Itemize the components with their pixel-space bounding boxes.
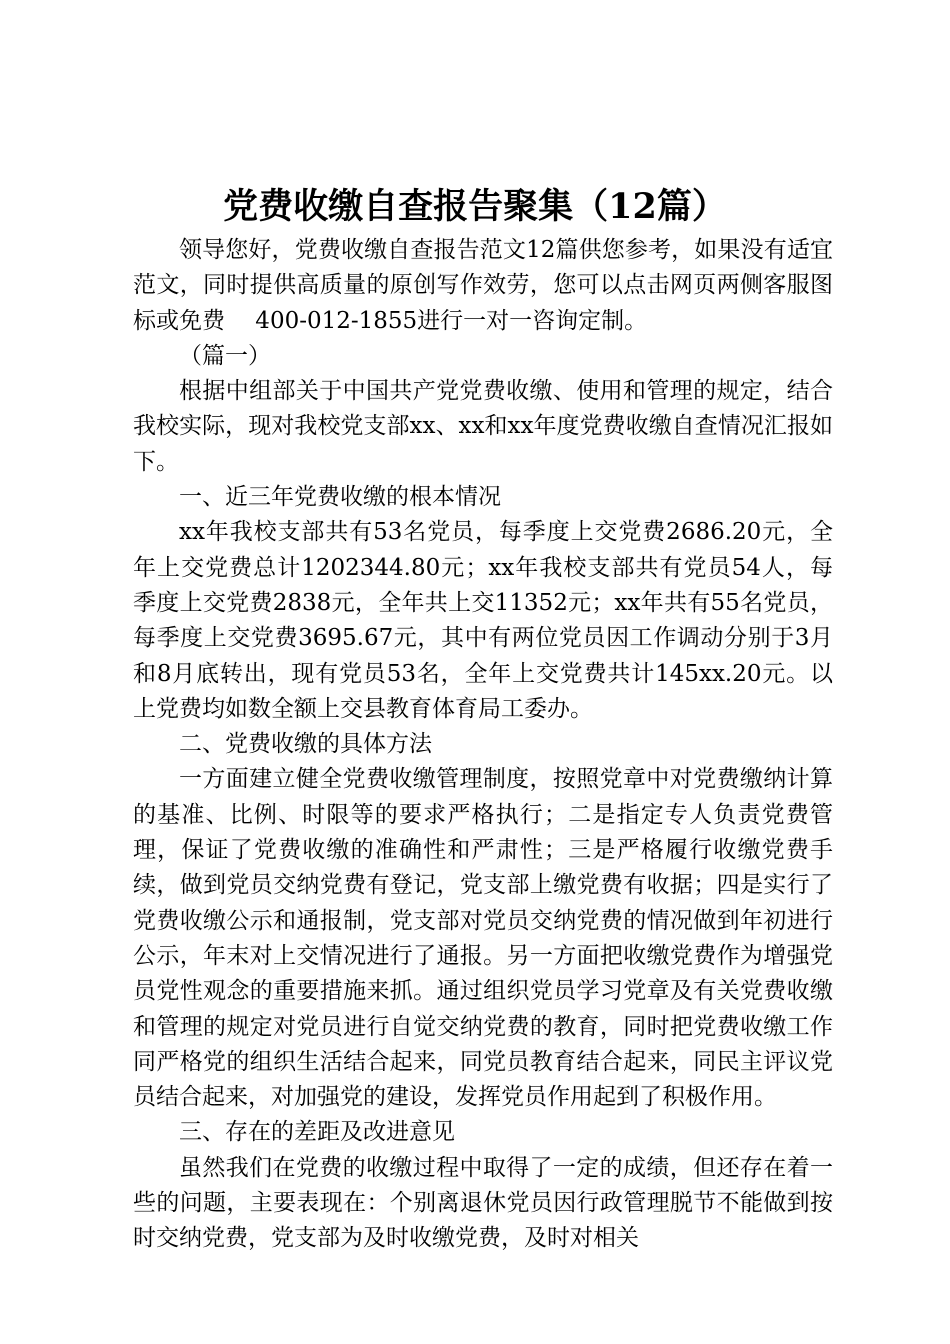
section-heading-3: 三、存在的差距及改进意见: [179, 1119, 455, 1146]
opening-paragraph: 根据中组部关于中国共产党党费收缴、使用和管理的规定，结合我校实际，现对我校党支部xx、xx和xx年度党费收缴自查情况汇报如下。: [133, 378, 833, 475]
document-title: 党费收缴自查报告聚集（12篇）: [223, 186, 727, 227]
section-2-paragraph: 一方面建立健全党费收缴管理制度，按照党章中对党费缴纳计算的基准、比例、时限等的要求严格执行；二是指定专人负责党费管理，保证了党费收缴的准确性和严肃性；三是严格履行收缴党费手续，做到党员交纳党费有登记，党支部上缴党费有收据；四是实行了党费收缴公示和通报制，党支部对党员交纳党费的情况做到年初进行公示，年末对上交情况进行了通报。另一方面把收缴党费作为增强党员党性观念的重要措施来抓。通过组织党员学习党章及有关党费收缴和管理的规定对党员进行自觉交纳党费的教育，同时把党费收缴工作同严格党的组织生活结合起来，同党员教育结合起来，同民主评议党员结合起来，对加强党的建设，发挥党员作用起到了积极作用。: [133, 766, 833, 1111]
section-1-paragraph: xx年我校支部共有53名党员，每季度上交党费2686.20元，全年上交党费总计1202344.80元；xx年我校支部共有党员54人，每季度上交党费2838元，全年共上交11352元；xx年共有55名党员，每季度上交党费3695.67元，其中有两位党员因工作调动分别于3月和8月底转出，现有党员53名，全年上交党费共计145xx.20元。以上党费均如数全额上交县教育体育局工委办。: [133, 519, 833, 722]
section-3-paragraph: 虽然我们在党费的收缴过程中取得了一定的成绩，但还存在着一些的问题，主要表现在：个别离退休党员因行政管理脱节不能做到按时交纳党费，党支部为及时收缴党费，及时对相关: [133, 1154, 833, 1252]
section-label-part-one: （篇一）: [179, 342, 271, 369]
section-heading-1: 一、近三年党费收缴的根本情况: [179, 484, 501, 511]
intro-paragraph: 领导您好，党费收缴自查报告范文12篇供您参考，如果没有适宜范文，同时提供高质量的原创写作效劳，您可以点击网页两侧客服图标或免费 400-012-1855进行一对一咨询定制。: [133, 237, 833, 334]
document-body: [133, 233, 833, 1257]
section-heading-2: 二、党费收缴的具体方法: [179, 731, 432, 758]
